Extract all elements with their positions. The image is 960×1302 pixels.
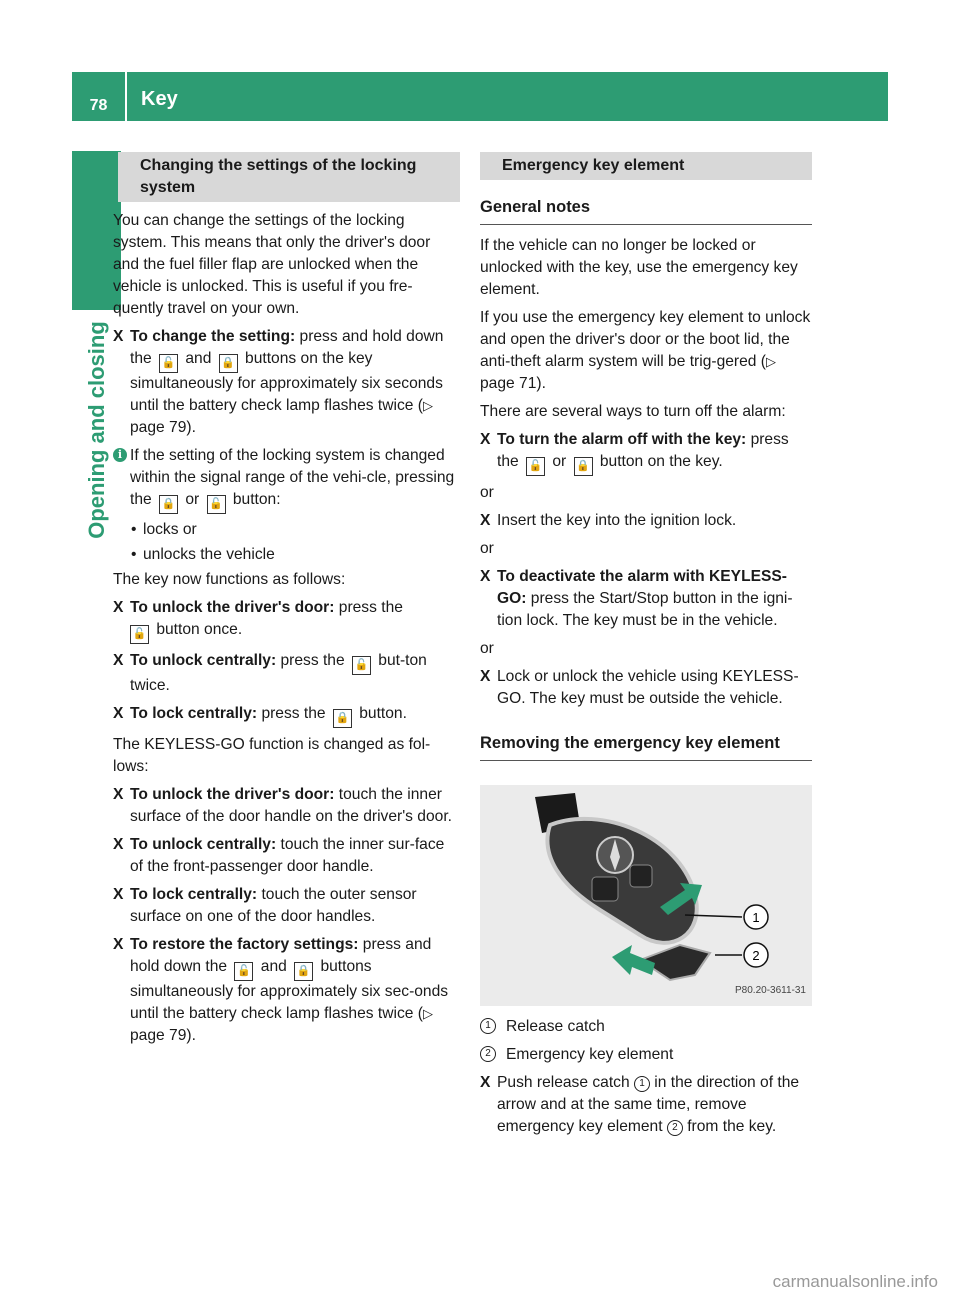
step-marker-icon: X	[113, 936, 124, 953]
xref-arrow-icon: ▷	[422, 1006, 433, 1021]
step-marker-icon: X	[480, 568, 491, 585]
subheading-general-notes: General notes	[480, 188, 812, 225]
key-fob-drawing	[480, 785, 812, 1006]
step-deactivate-keyless: X To deactivate the alarm with KEYLESS-GO: press the Start/Stop button in the igni-tion lock. The key must be in the vehicle.	[480, 568, 793, 629]
callout-1-label: 1	[752, 910, 760, 925]
unlock-button-icon: 🔓	[159, 354, 178, 373]
step-marker-icon: X	[113, 886, 124, 903]
functions-intro: The key now functions as follows:	[113, 571, 346, 588]
list-item: • unlocks the vehicle	[113, 544, 460, 566]
callout-number-icon: 2	[480, 1046, 496, 1062]
step-marker-icon: X	[480, 512, 491, 529]
list-item: • locks or	[113, 519, 460, 541]
header-bar	[72, 72, 888, 121]
callout-2-label: 2	[752, 948, 760, 963]
unlock-button-icon: 🔓	[207, 495, 226, 514]
step-marker-icon: X	[480, 1074, 491, 1091]
bullet-icon: •	[131, 546, 137, 563]
page-title: Key	[141, 88, 178, 110]
keyless-intro: The KEYLESS-GO function is changed as fol-lows:	[113, 736, 431, 775]
unlock-button-icon: 🔓	[526, 457, 545, 476]
step-unlock-driver-door: X To unlock the driver's door: press the 🔓 button once.	[113, 597, 460, 644]
lock-button-icon: 🔒	[574, 457, 593, 476]
bullet-icon: •	[131, 521, 137, 538]
step-marker-icon: X	[113, 786, 124, 803]
step-push-release-catch: X Push release catch 1 in the direction of the arrow and at the same time, remove emergency key element 2 from the key.	[480, 1074, 800, 1135]
unlock-button-icon: 🔓	[234, 962, 253, 981]
step-marker-icon: X	[480, 431, 491, 448]
callout-number-icon: 1	[634, 1076, 650, 1092]
step-marker-icon: X	[113, 705, 124, 722]
unlock-button-icon: 🔓	[352, 656, 371, 675]
step-lock-unlock-keyless: X Lock or unlock the vehicle using KEYLESS-GO. The key must be outside the vehicle.	[480, 668, 799, 707]
legend-item-release-catch: 1 Release catch	[480, 1016, 812, 1038]
step-marker-icon: X	[113, 599, 124, 616]
xref-arrow-icon: ▷	[765, 354, 776, 369]
info-note: i If the setting of the locking system is changed within the signal range of the vehi-cle, pressing the 🔒 or 🔓 button:	[113, 445, 460, 514]
step-insert-key: X Insert the key into the ignition lock.	[480, 510, 812, 532]
unlock-button-icon: 🔓	[130, 625, 149, 644]
step-keyless-unlock-driver-door: X To unlock the driver's door: touch the inner surface of the door handle on the driver's door.	[113, 786, 452, 825]
step-restore-factory-settings: X To restore the factory settings: press and hold down the 🔓 and 🔒 buttons simultaneously for approximately six sec-onds until the battery check lamp flashes twice (▷ page 79).	[113, 936, 449, 1044]
intro-paragraph: You can change the settings of the locking system. This means that only the driver's door and the fuel filler flap are unlocked when the vehicle is unlocked. This is useful if you fre-quently travel on your own.	[113, 212, 431, 317]
lock-button-icon: 🔒	[333, 709, 352, 728]
step-marker-icon: X	[480, 668, 491, 685]
left-column	[113, 152, 460, 1053]
step-marker-icon: X	[113, 652, 124, 669]
info-icon: i	[113, 448, 127, 462]
step-keyless-lock-centrally: X To lock centrally: touch the outer sensor surface on one of the door handles.	[113, 886, 417, 925]
paragraph: If you use the emergency key element to unlock and open the driver's door or the boot lid, the anti-theft alarm system will be trig-gered (▷ page 71).	[480, 309, 811, 392]
or-text: or	[480, 484, 494, 501]
paragraph: There are several ways to turn off the alarm:	[480, 403, 786, 420]
step-marker-icon: X	[113, 836, 124, 853]
or-text: or	[480, 540, 494, 557]
lock-button-icon: 🔒	[159, 495, 178, 514]
step-lock-centrally: X To lock centrally: press the 🔒 button.	[113, 703, 460, 728]
page-reference[interactable]: page 79	[130, 419, 187, 436]
paragraph: If the vehicle can no longer be locked or unlocked with the key, use the emergency key element.	[480, 237, 798, 298]
page-reference[interactable]: page 71	[480, 375, 537, 392]
right-column	[480, 152, 812, 1144]
step-keyless-unlock-centrally: X To unlock centrally: touch the inner sur-face of the front-passenger door handle.	[113, 836, 445, 875]
side-tab-label: Opening and closing	[83, 321, 109, 539]
step-marker-icon: X	[113, 328, 124, 345]
page-number: 78	[72, 72, 127, 121]
subheading-removing-key: Removing the emergency key element	[480, 724, 812, 761]
step-alarm-off-key: X To turn the alarm off with the key: press the 🔓 or 🔒 button on the key.	[480, 429, 812, 476]
section-heading-locking-settings: Changing the settings of the locking system	[118, 152, 460, 202]
section-heading-emergency-key: Emergency key element	[480, 152, 812, 180]
step-unlock-centrally: X To unlock centrally: press the 🔓 but-ton twice.	[113, 652, 427, 694]
figure-code: P80.20-3611-31	[735, 985, 806, 996]
lock-button-icon: 🔒	[219, 354, 238, 373]
xref-arrow-icon: ▷	[422, 398, 433, 413]
page-reference[interactable]: page 79	[130, 1027, 187, 1044]
key-illustration	[480, 785, 812, 1006]
or-text: or	[480, 640, 494, 657]
step-change-setting: X To change the setting: press and hold down the 🔓 and 🔒 buttons on the key simultaneously for approximately six seconds until the battery check lamp flashes twice (▷ page 79).	[113, 328, 444, 436]
lock-button-icon: 🔒	[294, 962, 313, 981]
watermark: carmanualsonline.info	[772, 1272, 938, 1291]
legend-item-emergency-key: 2 Emergency key element	[480, 1044, 812, 1066]
callout-number-icon: 1	[480, 1018, 496, 1034]
callout-number-icon: 2	[667, 1120, 683, 1136]
